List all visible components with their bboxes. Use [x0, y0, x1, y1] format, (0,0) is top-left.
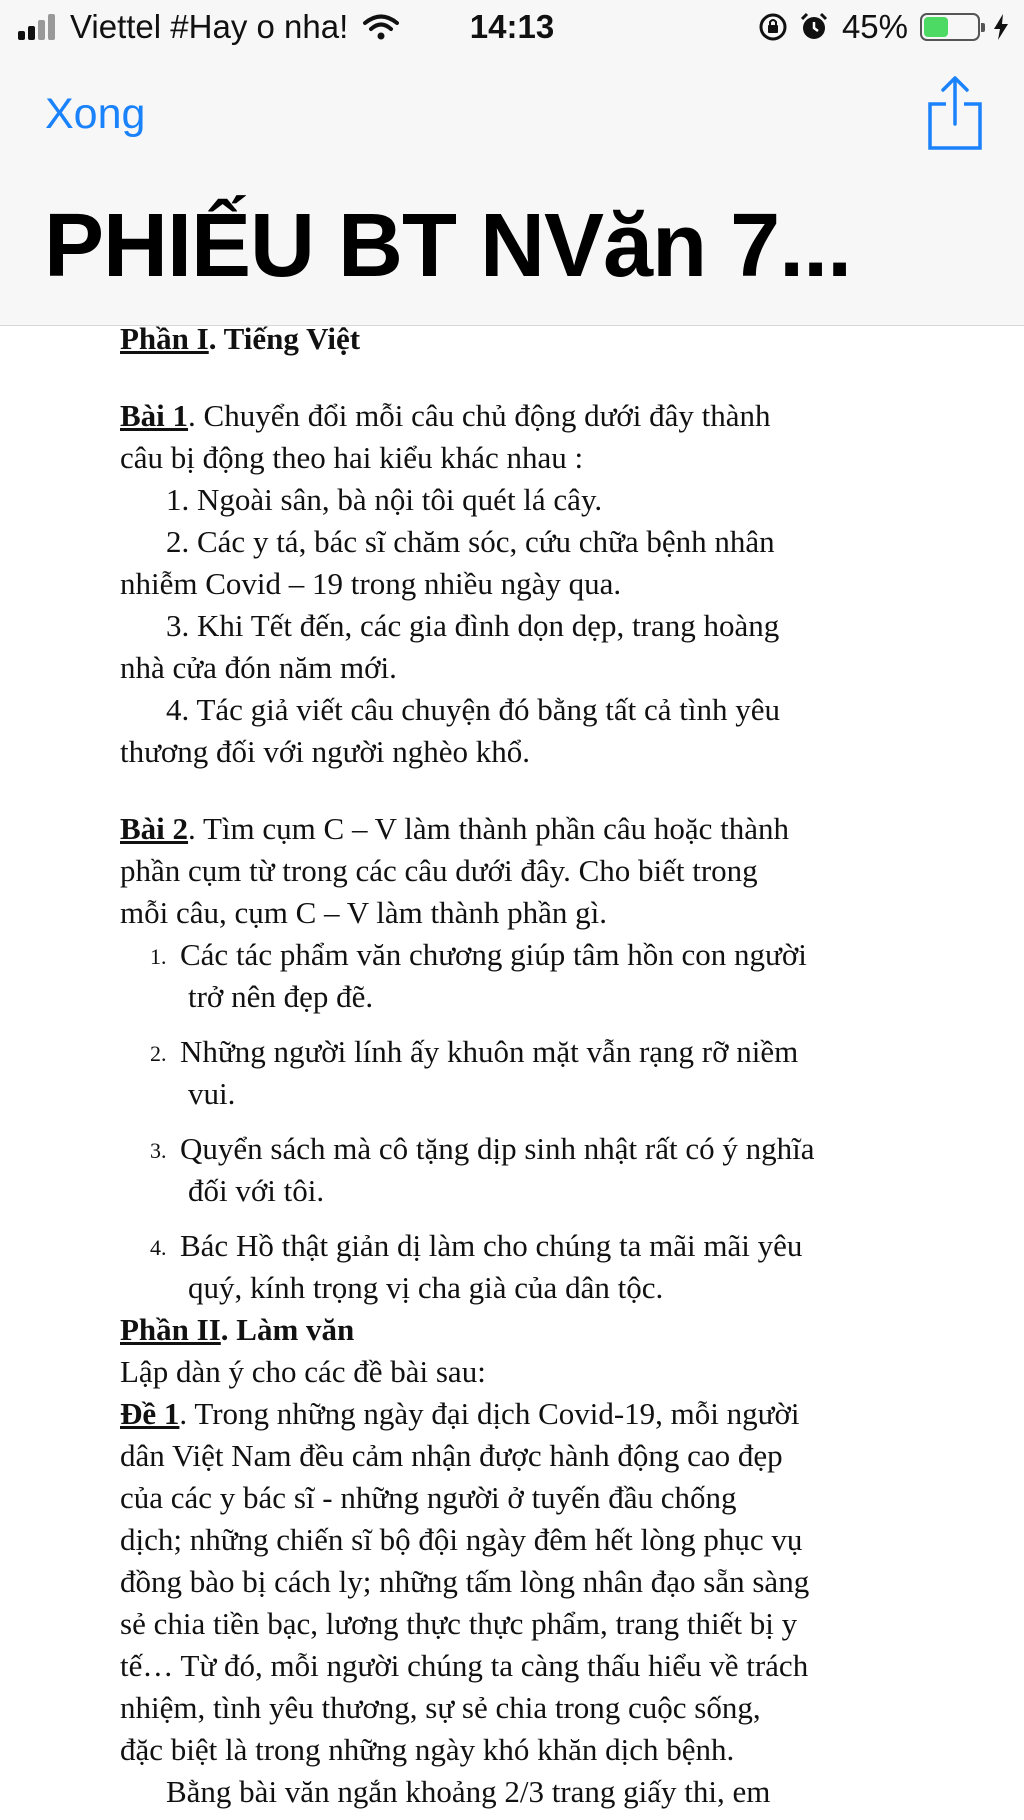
- bai2-intro: [120, 808, 920, 850]
- bai1-item-cont: nhà cửa đón năm mới.: [120, 650, 397, 685]
- de1-text: . Trong những ngày đại dịch Covid-19, mỗi người: [179, 1396, 800, 1431]
- de1-line: dịch; những chiến sĩ bộ đội ngày đêm hết lòng phục vụ: [120, 1522, 803, 1557]
- bai2-item-number: 3.: [150, 1138, 167, 1163]
- bai2-intro-text: . Tìm cụm C – V làm thành phần câu hoặc thành: [188, 811, 789, 846]
- bai1-item: 4. Tác giả viết câu chuyện đó bằng tất cả tình yêu: [166, 692, 781, 727]
- bai1-item: 3. Khi Tết đến, các gia đình dọn dẹp, trang hoàng: [166, 608, 780, 643]
- de1-label: Đề 1: [120, 1396, 180, 1431]
- status-time: 14:13: [469, 8, 555, 45]
- bai2-item-text-cont: quý, kính trọng vị cha già của dân tộc.: [188, 1270, 664, 1305]
- bai2-item-number: 2.: [150, 1041, 167, 1066]
- alarm-icon: [798, 11, 830, 43]
- bai2-item-text: Những người lính ấy khuôn mặt vẫn rạng rỡ niềm: [180, 1034, 799, 1069]
- de1-line: sẻ chia tiền bạc, lương thực thực phẩm, trang thiết bị y: [120, 1606, 798, 1641]
- bai1-label: Bài 1: [120, 398, 189, 433]
- bai2-item-text-cont: đối với tôi.: [188, 1173, 325, 1208]
- done-button[interactable]: Xong: [45, 90, 146, 138]
- status-bar: [0, 0, 1024, 60]
- part2-heading: [120, 1309, 920, 1351]
- de1-line: [120, 1393, 920, 1435]
- bai2-label: Bài 2: [120, 811, 189, 846]
- battery-percent: 45%: [841, 8, 908, 45]
- carrier-name: Viettel #Hay o nha!: [70, 8, 349, 45]
- de1-line: tế… Từ đó, mỗi người chúng ta càng thấu hiểu về trách: [120, 1648, 809, 1683]
- part2-title: Phần II: [120, 1312, 221, 1347]
- share-icon[interactable]: [926, 74, 984, 154]
- de1-line: đồng bào bị cách ly; những tấm lòng nhân đạo sẵn sàng: [120, 1564, 810, 1599]
- document-title: PHIẾU BT NVăn 7...: [44, 196, 852, 296]
- bai2-item-number: 4.: [150, 1235, 167, 1260]
- bai1-intro-text: . Chuyển đổi mỗi câu chủ động dưới đây thành: [188, 398, 771, 433]
- bai2-item: [120, 934, 920, 1018]
- bai2-item: [120, 1225, 920, 1309]
- de1-line: đặc biệt là trong những ngày khó khăn dịch bệnh.: [120, 1732, 735, 1767]
- document-content: [120, 318, 920, 1813]
- part1-title: Phần I: [120, 321, 209, 356]
- bai2-intro-line3: mỗi câu, cụm C – V làm thành phần gì.: [120, 895, 608, 930]
- bai2-item-text-cont: trở nên đẹp đẽ.: [188, 979, 374, 1014]
- navigation-bar: [0, 60, 1024, 326]
- part1-heading: [120, 318, 920, 360]
- bai2-item-text: Bác Hồ thật giản dị làm cho chúng ta mãi mãi yêu: [180, 1228, 803, 1263]
- de1-last-line: Bằng bài văn ngắn khoảng 2/3 trang giấy thi, em: [166, 1774, 771, 1809]
- status-right: [748, 8, 1010, 46]
- de1-line: dân Việt Nam đều cảm nhận được hành động cao đẹp: [120, 1438, 783, 1473]
- bai2-intro-line2: phần cụm từ trong các câu dưới đây. Cho biết trong: [120, 853, 758, 888]
- bai1-item: 1. Ngoài sân, bà nội tôi quét lá cây.: [166, 482, 603, 517]
- de1-line: nhiệm, tình yêu thương, sự sẻ chia trong cuộc sống,: [120, 1690, 761, 1725]
- bai1-intro: [120, 395, 920, 437]
- part1-rest: . Tiếng Việt: [208, 321, 361, 356]
- bai1-intro-line2: câu bị động theo hai kiểu khác nhau :: [120, 440, 584, 475]
- rotation-lock-icon: [758, 12, 788, 42]
- bai2-item-text-cont: vui.: [188, 1076, 236, 1111]
- de1-line: của các y bác sĩ - những người ở tuyến đầu chống: [120, 1480, 737, 1515]
- bai2-item: [120, 1031, 920, 1115]
- bai2-item-number: 1.: [150, 944, 167, 969]
- charging-bolt-icon: [992, 13, 1010, 41]
- bai1-item-cont: nhiễm Covid – 19 trong nhiều ngày qua.: [120, 566, 622, 601]
- part2-intro: Lập dàn ý cho các đề bài sau:: [120, 1354, 486, 1389]
- bai1-item-cont: thương đối với người nghèo khổ.: [120, 734, 530, 769]
- bai2-item-text: Quyển sách mà cô tặng dịp sinh nhật rất có ý nghĩa: [180, 1131, 815, 1166]
- bai2-item: [120, 1128, 920, 1212]
- part2-rest: . Làm văn: [220, 1312, 355, 1347]
- bai2-item-text: Các tác phẩm văn chương giúp tâm hồn con người: [180, 937, 807, 972]
- battery-icon: [920, 13, 980, 41]
- bai1-item: 2. Các y tá, bác sĩ chăm sóc, cứu chữa bệnh nhân: [166, 524, 775, 559]
